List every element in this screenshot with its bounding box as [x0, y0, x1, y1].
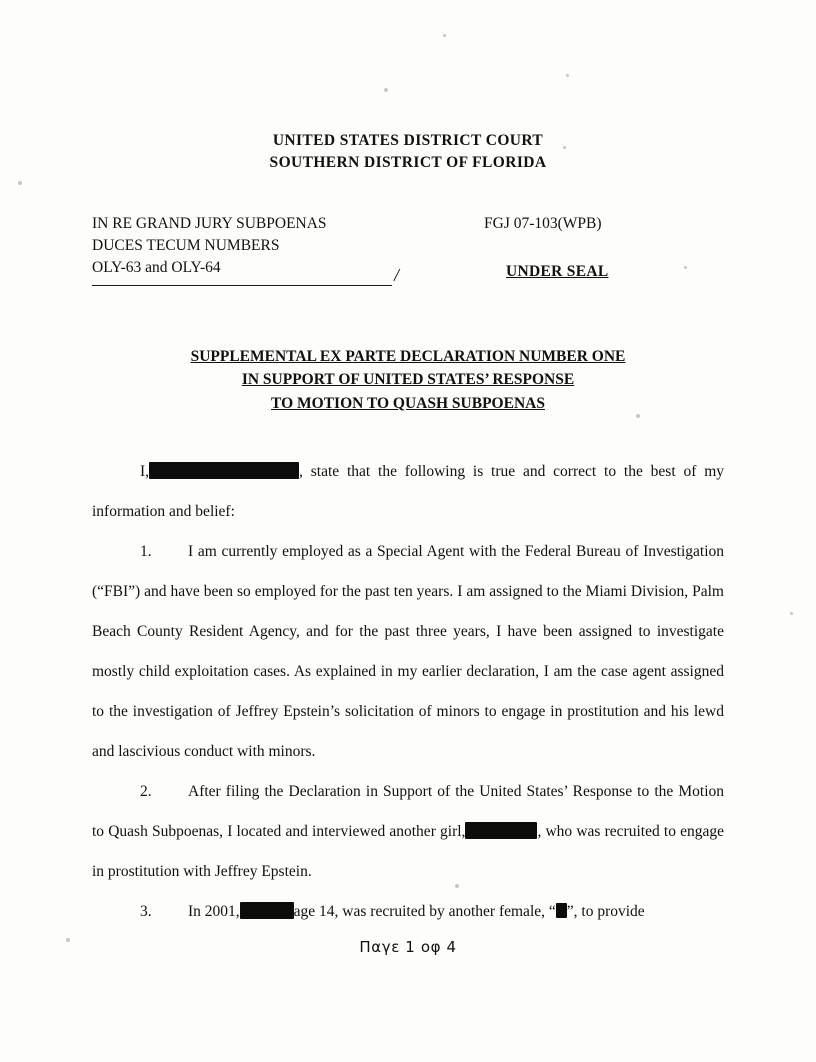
document-title	[92, 345, 724, 416]
document-title-line-2: IN SUPPORT OF UNITED STATES’ RESPONSE	[241, 371, 575, 389]
court-name-line-1: UNITED STATES DISTRICT COURT	[272, 132, 544, 149]
caption-divider-rule	[92, 285, 392, 286]
paragraph-3-text-before: In 2001,	[188, 902, 240, 920]
paragraph-1	[92, 532, 724, 772]
paragraph-2-text-before: After filing the Declaration in Support of the United States’ Response to the Motion to Quash Subpoenas, I located and interviewed another girl,	[92, 782, 724, 840]
paragraph-3-text-middle: age 14, was recruited by another female, “	[293, 902, 556, 920]
document-content	[92, 130, 724, 932]
scan-speck	[566, 74, 569, 77]
redaction-block-declarant-name	[149, 462, 299, 479]
case-caption	[92, 213, 724, 305]
redaction-block-minor-name	[240, 902, 294, 919]
page-footer: Παγε 1 οφ 4	[359, 938, 457, 956]
caption-case-block	[474, 213, 724, 283]
paragraph-3-text-after: ”, to provide	[566, 902, 645, 920]
under-seal-label: UNDER SEAL	[506, 262, 609, 280]
caption-line-3: OLY-63 and OLY-64	[92, 258, 221, 276]
paragraph-2-text-after: , who was recruited to engage in prostitution with Jeffrey Epstein.	[92, 822, 725, 880]
paragraph-3-number: 3.	[140, 902, 152, 920]
court-heading	[92, 130, 724, 175]
document-body	[92, 452, 724, 932]
scan-speck	[384, 88, 388, 92]
caption-line-2: DUCES TECUM NUMBERS	[92, 236, 280, 254]
paragraph-2-number: 2.	[140, 782, 152, 800]
redaction-block-nickname	[556, 903, 567, 918]
paragraph-3	[92, 892, 724, 932]
caption-party-block	[92, 213, 422, 279]
document-title-line-1: SUPPLEMENTAL EX PARTE DECLARATION NUMBER ONE	[190, 347, 626, 365]
scan-speck	[790, 612, 793, 615]
caption-line-1: IN RE GRAND JURY SUBPOENAS	[92, 214, 327, 232]
scan-speck	[443, 34, 446, 37]
document-title-line-3: TO MOTION TO QUASH SUBPOENAS	[271, 395, 545, 413]
intro-suffix: , state that the following is true and correct to the best of my information and belief:	[92, 462, 724, 520]
scan-speck	[18, 181, 22, 185]
caption-slash: /	[392, 264, 401, 287]
paragraph-1-text: I am currently employed as a Special Agent with the Federal Bureau of Investigation (“FBI”) and have been so employed for the past ten years. I am assigned to the Miami Division, Palm Beach County Resident Agency, and for the past three years, I have been assigned to investigate mostly child exploitation cases. As explained in my earlier declaration, I am the case agent assigned to the investigation of Jeffrey Epstein’s solicitation of minors to engage in prostitution and his lewd and lascivious conduct with minors.	[92, 542, 724, 760]
paragraph-2	[92, 772, 724, 892]
intro-paragraph	[92, 452, 724, 532]
paragraph-1-number: 1.	[140, 542, 152, 560]
case-number: FGJ 07-103(WPB)	[484, 214, 602, 232]
court-name-line-2: SOUTHERN DISTRICT OF FLORIDA	[269, 154, 547, 172]
redaction-block-witness-name	[465, 822, 537, 839]
intro-prefix: I,	[140, 462, 150, 480]
